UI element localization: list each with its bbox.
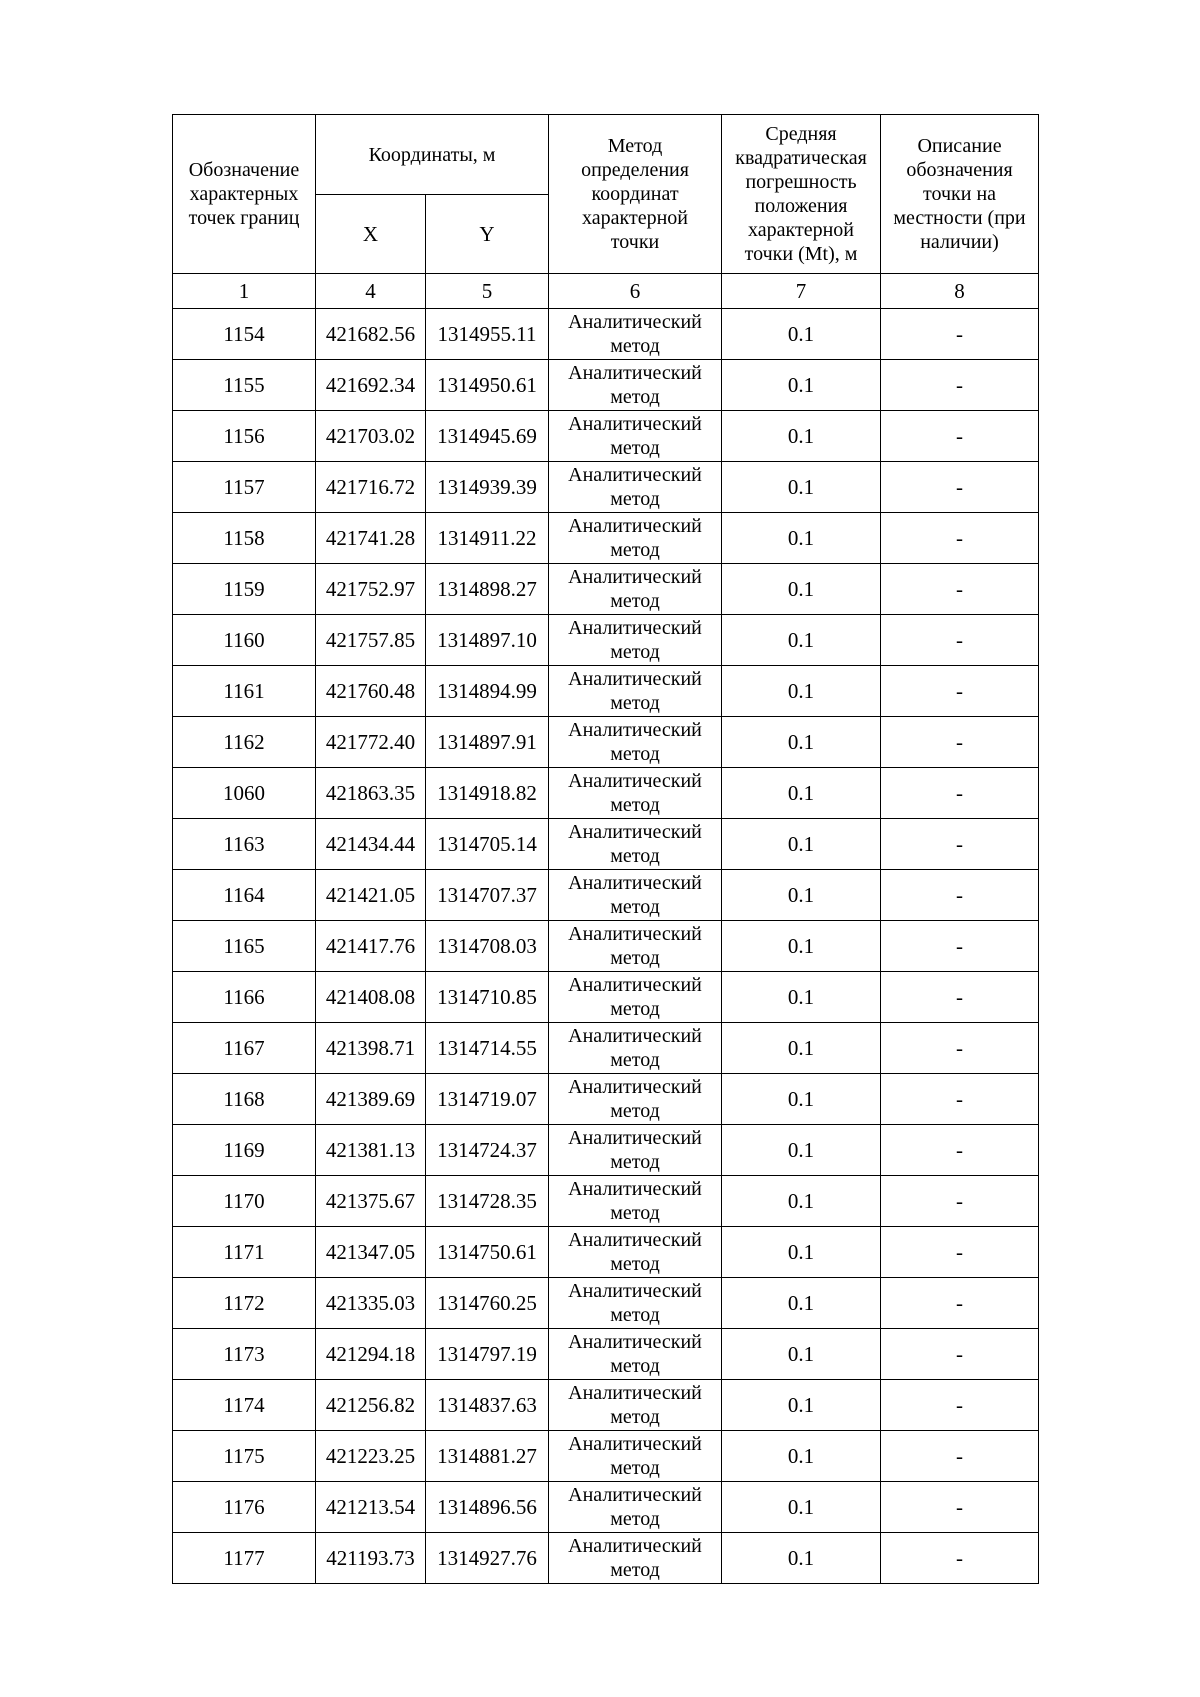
method-cell [549, 360, 722, 411]
header-line: наличии) [920, 231, 999, 253]
table-body [173, 309, 1039, 1584]
table-row [173, 462, 1039, 513]
column-numbers-row [173, 274, 1039, 309]
header-y: Y [426, 195, 549, 274]
accuracy-cell: 0.1 [722, 1125, 881, 1176]
column-number: 5 [426, 274, 549, 309]
point-cell: 1168 [173, 1074, 316, 1125]
method-cell [549, 513, 722, 564]
point-cell: 1159 [173, 564, 316, 615]
x-coordinate-cell: 421347.05 [316, 1227, 426, 1278]
header-line: характерной [748, 219, 854, 241]
method-line: метод [610, 488, 660, 510]
table-row [173, 360, 1039, 411]
x-coordinate-cell: 421408.08 [316, 972, 426, 1023]
header-coordinates: Координаты, м [316, 115, 549, 195]
point-cell: 1175 [173, 1431, 316, 1482]
method-line: Аналитический [568, 515, 702, 537]
description-cell: - [881, 1533, 1039, 1584]
header-line: координат [591, 183, 679, 205]
point-cell: 1162 [173, 717, 316, 768]
table-row [173, 1329, 1039, 1380]
method-line: метод [610, 437, 660, 459]
method-cell [549, 1431, 722, 1482]
table-row [173, 972, 1039, 1023]
point-cell: 1174 [173, 1380, 316, 1431]
description-cell: - [881, 1380, 1039, 1431]
description-cell: - [881, 309, 1039, 360]
table-row [173, 309, 1039, 360]
method-line: метод [610, 1304, 660, 1326]
method-line: Аналитический [568, 1331, 702, 1353]
method-line: Аналитический [568, 1025, 702, 1047]
description-cell: - [881, 564, 1039, 615]
description-cell: - [881, 870, 1039, 921]
point-cell: 1155 [173, 360, 316, 411]
y-coordinate-cell: 1314708.03 [426, 921, 549, 972]
method-line: метод [610, 794, 660, 816]
point-cell: 1173 [173, 1329, 316, 1380]
description-cell: - [881, 1176, 1039, 1227]
method-cell [549, 972, 722, 1023]
description-cell: - [881, 666, 1039, 717]
header-line: характерной [582, 207, 688, 229]
x-coordinate-cell: 421256.82 [316, 1380, 426, 1431]
y-coordinate-cell: 1314719.07 [426, 1074, 549, 1125]
method-line: метод [610, 1355, 660, 1377]
y-coordinate-cell: 1314728.35 [426, 1176, 549, 1227]
column-number: 6 [549, 274, 722, 309]
method-line: метод [610, 1406, 660, 1428]
x-coordinate-cell: 421682.56 [316, 309, 426, 360]
x-coordinate-cell: 421716.72 [316, 462, 426, 513]
method-cell [549, 1329, 722, 1380]
header-line: Описание [917, 135, 1002, 157]
description-cell: - [881, 768, 1039, 819]
method-line: метод [610, 1151, 660, 1173]
method-cell [549, 615, 722, 666]
table-row [173, 1533, 1039, 1584]
x-coordinate-cell: 421375.67 [316, 1176, 426, 1227]
x-coordinate-cell: 421389.69 [316, 1074, 426, 1125]
accuracy-cell: 0.1 [722, 666, 881, 717]
table-row [173, 717, 1039, 768]
header-line: квадратическая [735, 147, 867, 169]
x-coordinate-cell: 421760.48 [316, 666, 426, 717]
y-coordinate-cell: 1314911.22 [426, 513, 549, 564]
method-line: метод [610, 1457, 660, 1479]
table-row [173, 1074, 1039, 1125]
header-line: погрешность [745, 171, 857, 193]
accuracy-cell: 0.1 [722, 1227, 881, 1278]
table-row [173, 1227, 1039, 1278]
accuracy-cell: 0.1 [722, 564, 881, 615]
method-line: метод [610, 1100, 660, 1122]
y-coordinate-cell: 1314760.25 [426, 1278, 549, 1329]
description-cell: - [881, 717, 1039, 768]
table-row [173, 666, 1039, 717]
method-cell [549, 309, 722, 360]
header-line: точки [610, 231, 660, 253]
method-line: Аналитический [568, 1535, 702, 1557]
description-cell: - [881, 819, 1039, 870]
method-line: метод [610, 998, 660, 1020]
method-line: Аналитический [568, 311, 702, 333]
method-cell [549, 462, 722, 513]
point-cell: 1163 [173, 819, 316, 870]
header-point-designation [173, 115, 316, 274]
accuracy-cell: 0.1 [722, 1431, 881, 1482]
table-row [173, 819, 1039, 870]
description-cell: - [881, 1227, 1039, 1278]
method-cell [549, 666, 722, 717]
header-method [549, 115, 722, 274]
table-row [173, 513, 1039, 564]
x-coordinate-cell: 421757.85 [316, 615, 426, 666]
y-coordinate-cell: 1314707.37 [426, 870, 549, 921]
column-number: 4 [316, 274, 426, 309]
accuracy-cell: 0.1 [722, 870, 881, 921]
y-coordinate-cell: 1314750.61 [426, 1227, 549, 1278]
method-line: метод [610, 1049, 660, 1071]
header-line: положения [754, 195, 848, 217]
accuracy-cell: 0.1 [722, 513, 881, 564]
column-number: 8 [881, 274, 1039, 309]
x-coordinate-cell: 421863.35 [316, 768, 426, 819]
description-cell: - [881, 972, 1039, 1023]
table-row [173, 1125, 1039, 1176]
description-cell: - [881, 921, 1039, 972]
accuracy-cell: 0.1 [722, 1074, 881, 1125]
y-coordinate-cell: 1314898.27 [426, 564, 549, 615]
y-coordinate-cell: 1314945.69 [426, 411, 549, 462]
y-coordinate-cell: 1314918.82 [426, 768, 549, 819]
header-line: точки на [923, 183, 997, 205]
point-cell: 1165 [173, 921, 316, 972]
method-line: Аналитический [568, 974, 702, 996]
table-row [173, 870, 1039, 921]
accuracy-cell: 0.1 [722, 1533, 881, 1584]
header-line: точки (Mt), м [744, 243, 858, 265]
method-line: метод [610, 335, 660, 357]
description-cell: - [881, 1074, 1039, 1125]
accuracy-cell: 0.1 [722, 615, 881, 666]
y-coordinate-cell: 1314724.37 [426, 1125, 549, 1176]
point-cell: 1170 [173, 1176, 316, 1227]
table-row [173, 1482, 1039, 1533]
method-line: Аналитический [568, 464, 702, 486]
description-cell: - [881, 513, 1039, 564]
description-cell: - [881, 1482, 1039, 1533]
y-coordinate-cell: 1314714.55 [426, 1023, 549, 1074]
accuracy-cell: 0.1 [722, 972, 881, 1023]
method-line: Аналитический [568, 668, 702, 690]
table-row [173, 1431, 1039, 1482]
accuracy-cell: 0.1 [722, 717, 881, 768]
description-cell: - [881, 411, 1039, 462]
x-coordinate-cell: 421692.34 [316, 360, 426, 411]
y-coordinate-cell: 1314939.39 [426, 462, 549, 513]
method-line: метод [610, 845, 660, 867]
table-row [173, 1380, 1039, 1431]
method-line: метод [610, 896, 660, 918]
y-coordinate-cell: 1314927.76 [426, 1533, 549, 1584]
table-row [173, 1023, 1039, 1074]
method-cell [549, 768, 722, 819]
method-line: метод [610, 590, 660, 612]
accuracy-cell: 0.1 [722, 921, 881, 972]
point-cell: 1167 [173, 1023, 316, 1074]
description-cell: - [881, 360, 1039, 411]
method-line: метод [610, 1253, 660, 1275]
boundary-points-table [172, 114, 1039, 1584]
x-coordinate-cell: 421703.02 [316, 411, 426, 462]
accuracy-cell: 0.1 [722, 360, 881, 411]
method-cell [549, 1125, 722, 1176]
table-row [173, 921, 1039, 972]
method-cell [549, 1533, 722, 1584]
method-line: Аналитический [568, 1382, 702, 1404]
method-line: Аналитический [568, 1433, 702, 1455]
method-line: Аналитический [568, 821, 702, 843]
column-number: 1 [173, 274, 316, 309]
description-cell: - [881, 1023, 1039, 1074]
method-line: метод [610, 1202, 660, 1224]
accuracy-cell: 0.1 [722, 411, 881, 462]
method-cell [549, 1482, 722, 1533]
method-line: Аналитический [568, 923, 702, 945]
table-row [173, 411, 1039, 462]
method-cell [549, 411, 722, 462]
x-coordinate-cell: 421434.44 [316, 819, 426, 870]
y-coordinate-cell: 1314710.85 [426, 972, 549, 1023]
method-line: Аналитический [568, 1484, 702, 1506]
y-coordinate-cell: 1314955.11 [426, 309, 549, 360]
accuracy-cell: 0.1 [722, 819, 881, 870]
x-coordinate-cell: 421398.71 [316, 1023, 426, 1074]
method-line: Аналитический [568, 1229, 702, 1251]
method-cell [549, 819, 722, 870]
table-header [173, 115, 1039, 309]
description-cell: - [881, 1329, 1039, 1380]
point-cell: 1160 [173, 615, 316, 666]
point-cell: 1169 [173, 1125, 316, 1176]
method-cell [549, 1227, 722, 1278]
method-cell [549, 1278, 722, 1329]
header-line: точек границ [188, 207, 300, 229]
x-coordinate-cell: 421213.54 [316, 1482, 426, 1533]
accuracy-cell: 0.1 [722, 1023, 881, 1074]
point-cell: 1156 [173, 411, 316, 462]
method-line: метод [610, 743, 660, 765]
table-row [173, 1278, 1039, 1329]
accuracy-cell: 0.1 [722, 1329, 881, 1380]
method-line: метод [610, 1559, 660, 1581]
table-row [173, 1176, 1039, 1227]
y-coordinate-cell: 1314837.63 [426, 1380, 549, 1431]
method-line: Аналитический [568, 770, 702, 792]
y-coordinate-cell: 1314881.27 [426, 1431, 549, 1482]
method-line: метод [610, 641, 660, 663]
header-description [881, 115, 1039, 274]
point-cell: 1171 [173, 1227, 316, 1278]
header-line: Метод [607, 135, 663, 157]
method-line: Аналитический [568, 1280, 702, 1302]
y-coordinate-cell: 1314894.99 [426, 666, 549, 717]
description-cell: - [881, 462, 1039, 513]
point-cell: 1166 [173, 972, 316, 1023]
x-coordinate-cell: 421741.28 [316, 513, 426, 564]
method-line: Аналитический [568, 872, 702, 894]
x-coordinate-cell: 421381.13 [316, 1125, 426, 1176]
method-line: Аналитический [568, 362, 702, 384]
point-cell: 1158 [173, 513, 316, 564]
x-coordinate-cell: 421752.97 [316, 564, 426, 615]
y-coordinate-cell: 1314797.19 [426, 1329, 549, 1380]
point-cell: 1176 [173, 1482, 316, 1533]
method-cell [549, 921, 722, 972]
header-line: Обозначение [188, 159, 300, 181]
table-row [173, 615, 1039, 666]
header-accuracy [722, 115, 881, 274]
method-line: Аналитический [568, 1127, 702, 1149]
x-coordinate-cell: 421417.76 [316, 921, 426, 972]
method-line: Аналитический [568, 617, 702, 639]
accuracy-cell: 0.1 [722, 462, 881, 513]
method-line: Аналитический [568, 566, 702, 588]
method-line: Аналитический [568, 1076, 702, 1098]
point-cell: 1154 [173, 309, 316, 360]
accuracy-cell: 0.1 [722, 309, 881, 360]
description-cell: - [881, 1125, 1039, 1176]
point-cell: 1060 [173, 768, 316, 819]
y-coordinate-cell: 1314897.91 [426, 717, 549, 768]
point-cell: 1164 [173, 870, 316, 921]
x-coordinate-cell: 421335.03 [316, 1278, 426, 1329]
accuracy-cell: 0.1 [722, 1278, 881, 1329]
method-cell [549, 1023, 722, 1074]
header-x: X [316, 195, 426, 274]
column-number: 7 [722, 274, 881, 309]
point-cell: 1172 [173, 1278, 316, 1329]
y-coordinate-cell: 1314897.10 [426, 615, 549, 666]
accuracy-cell: 0.1 [722, 1482, 881, 1533]
point-cell: 1177 [173, 1533, 316, 1584]
document-page [172, 114, 1038, 1584]
header-line: местности (при [893, 207, 1026, 229]
description-cell: - [881, 1431, 1039, 1482]
x-coordinate-cell: 421193.73 [316, 1533, 426, 1584]
method-cell [549, 564, 722, 615]
method-line: Аналитический [568, 1178, 702, 1200]
method-cell [549, 1074, 722, 1125]
header-line: обозначения [906, 159, 1013, 181]
x-coordinate-cell: 421223.25 [316, 1431, 426, 1482]
method-cell [549, 1380, 722, 1431]
method-line: метод [610, 947, 660, 969]
x-coordinate-cell: 421294.18 [316, 1329, 426, 1380]
method-line: метод [610, 692, 660, 714]
method-line: Аналитический [568, 719, 702, 741]
method-cell [549, 1176, 722, 1227]
accuracy-cell: 0.1 [722, 768, 881, 819]
y-coordinate-cell: 1314896.56 [426, 1482, 549, 1533]
x-coordinate-cell: 421421.05 [316, 870, 426, 921]
method-cell [549, 717, 722, 768]
description-cell: - [881, 615, 1039, 666]
table-row [173, 768, 1039, 819]
header-line: Средняя [765, 123, 837, 145]
table-row [173, 564, 1039, 615]
method-line: метод [610, 386, 660, 408]
point-cell: 1157 [173, 462, 316, 513]
y-coordinate-cell: 1314950.61 [426, 360, 549, 411]
point-cell: 1161 [173, 666, 316, 717]
header-line: характерных [189, 183, 299, 205]
method-line: метод [610, 1508, 660, 1530]
method-line: метод [610, 539, 660, 561]
method-cell [549, 870, 722, 921]
accuracy-cell: 0.1 [722, 1380, 881, 1431]
header-line: определения [581, 159, 689, 181]
y-coordinate-cell: 1314705.14 [426, 819, 549, 870]
description-cell: - [881, 1278, 1039, 1329]
accuracy-cell: 0.1 [722, 1176, 881, 1227]
x-coordinate-cell: 421772.40 [316, 717, 426, 768]
method-line: Аналитический [568, 413, 702, 435]
